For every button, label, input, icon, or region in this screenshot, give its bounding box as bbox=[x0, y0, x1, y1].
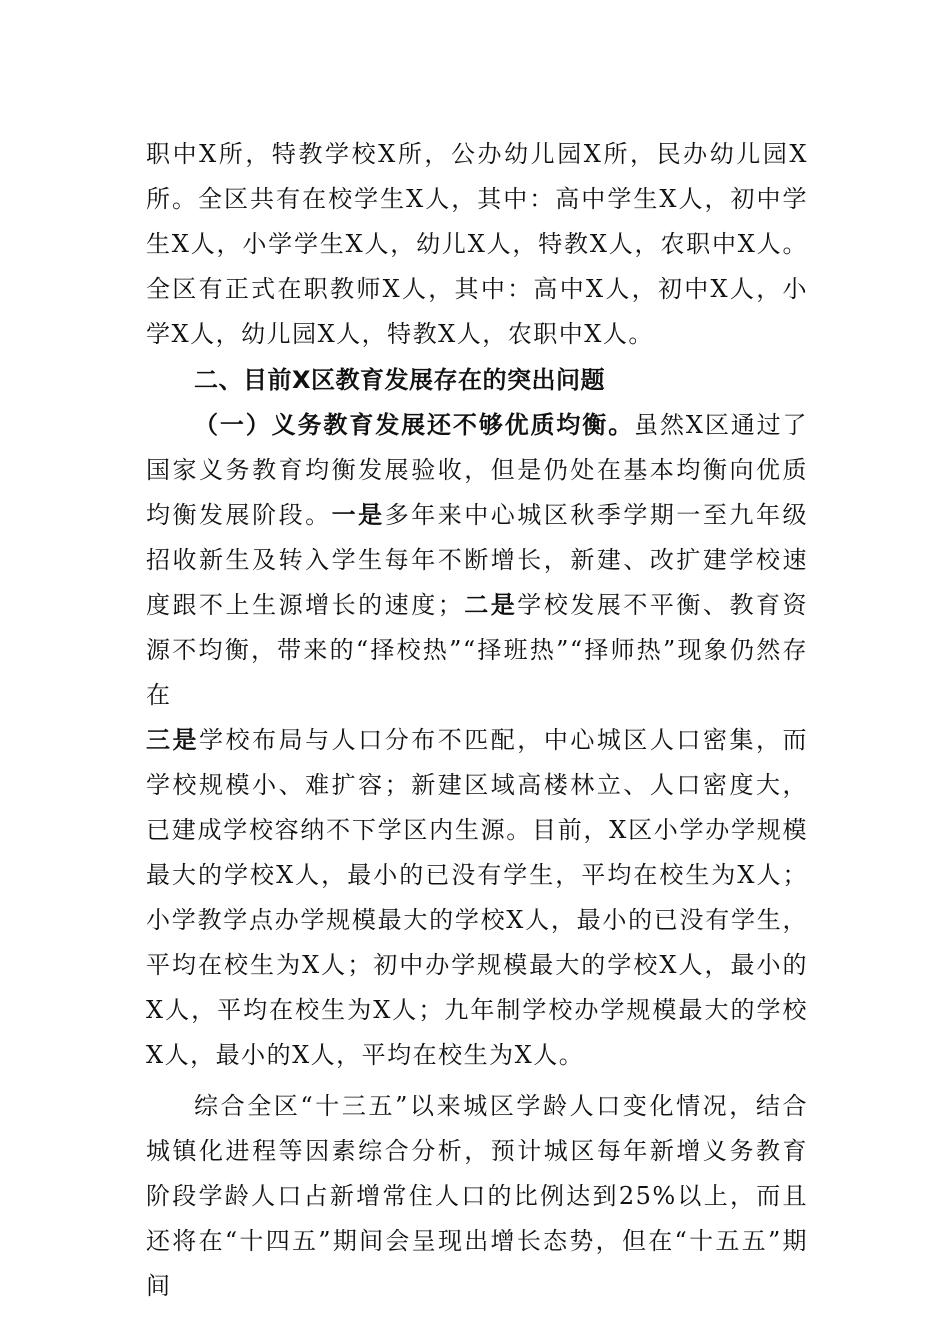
paragraph-population-forecast: 综合全区“十三五”以来城区学龄人口变化情况，结合城镇化进程等因素综合分析，预计城区每年新增义务教育阶段学龄人口占新增常住人口的比例达到25%以上，而且还将在“十四五”期间会呈现出增长态势，但在“十五五”期间 bbox=[146, 1092, 808, 1300]
point-3-text: 学校布局与人口分布不匹配，中心城区人口密集，而学校规模小、难扩容；新建区域高楼林立、人口密度大，已建成学校容纳不下学区内生源。目前，X区小学办学规模最大的学校X人，最小的已没有学生，平均在校生为X人；小学教学点办学规模最大的学校X人，最小的已没有学生，平均在校生为X人；初中办学规模最大的学校X人，最小的X人，平均在校生为X人；九年制学校办学规模最大的学校X人，最小的X人，平均在校生为X人。 bbox=[146, 726, 809, 1069]
paragraph-compulsory-education bbox=[146, 403, 808, 1078]
point-2-text: 学校发展不平衡、教育资源不均衡，带来的“择校热”“择班热”“择师热”现象仍然存在 bbox=[146, 591, 809, 709]
point-3-lead: 三是 bbox=[146, 726, 200, 754]
point-1-text: 多年来中心城区秋季学期一至九年级招收新生及转入学生每年不断增长，新建、改扩建学校速度跟不上生源增长的速度； bbox=[146, 501, 809, 619]
point-1-lead: 一是 bbox=[331, 501, 385, 529]
subsection-intro: 虽然X区通过了国家义务教育均衡发展验收，但是仍处在基本均衡向优质均衡发展阶段。 bbox=[146, 411, 809, 529]
point-2-lead: 二是 bbox=[463, 591, 518, 619]
document-body bbox=[146, 132, 808, 1309]
section-heading-problems: 二、目前X区教育发展存在的突出问题 bbox=[194, 366, 606, 394]
subsection-title: （一）义务教育发展还不够优质均衡。 bbox=[194, 411, 635, 439]
paragraph-school-statistics: 职中X所，特教学校X所，公办幼儿园X所，民办幼儿园X所。全区共有在校学生X人，其中：高中学生X人，初中学生X人，小学学生X人，幼儿X人，特教X人，农职中X人。全区有正式在职教师X人，其中：高中X人，初中X人，小学X人，幼儿园X人，特教X人，农职中X人。 bbox=[146, 140, 808, 348]
